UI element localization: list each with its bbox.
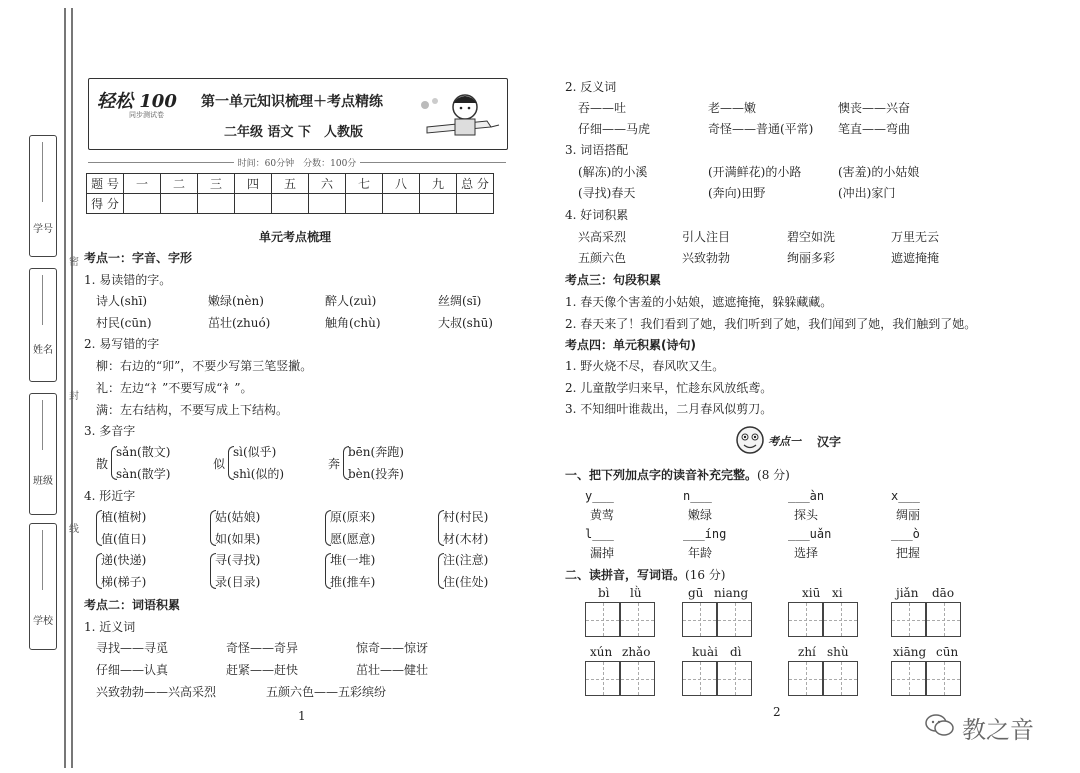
kd3-title: 考点三：句段积累 — [565, 273, 662, 287]
time-score-info: 时间：60分钟 分数：100分 — [88, 156, 506, 169]
page-number: 2 — [773, 705, 781, 719]
score-cell[interactable] — [198, 194, 235, 214]
subheading: 1. 易读错的字。 — [84, 273, 172, 287]
synonym-pair: 五颜六色——五彩缤纷 — [266, 685, 387, 699]
score-table — [86, 173, 494, 214]
page-number: 1 — [298, 709, 306, 723]
subheading: 2. 反义词 — [565, 80, 617, 94]
score-cell[interactable] — [235, 194, 272, 214]
kd4-title: 考点四：单元积累(诗句) — [565, 338, 696, 352]
q2-pinyin: lǜ — [630, 586, 642, 600]
q2-pinyin: niang — [714, 586, 749, 600]
school-label: 学校 — [33, 616, 53, 627]
grade-subject: 二年级 语文 下 人教版 — [224, 125, 364, 140]
q2-pinyin: shù — [827, 645, 849, 659]
pinyin-blank[interactable]: ___íng — [683, 527, 727, 541]
score-cell[interactable] — [383, 194, 420, 214]
polyphone-reading: sǎn(散文) — [116, 445, 171, 459]
synonym-pair: 寻找——寻觅 — [96, 641, 169, 655]
pinyin-blank[interactable]: ___uǎn — [788, 527, 832, 541]
subheading: 4. 好词积累 — [565, 208, 629, 222]
good-word: 五颜六色 — [578, 251, 627, 265]
score-header-cell: 题 号 — [87, 174, 124, 194]
pinyin-item: 触角(chù) — [325, 316, 381, 330]
binding-strip — [0, 0, 80, 773]
school-box[interactable] — [29, 523, 57, 650]
watermark-text: 教之音 — [962, 716, 1034, 744]
score-cell[interactable] — [309, 194, 346, 214]
synonym-pair: 赶紧——赶快 — [226, 663, 299, 677]
name-label: 姓名 — [33, 345, 53, 356]
q2-pinyin: xi — [832, 586, 843, 600]
q1-word: 嫩绿 — [688, 508, 713, 522]
antonym-pair: 老——嫩 — [708, 101, 757, 115]
similar-char: 注(注意) — [443, 553, 489, 567]
q2-pinyin: zhǎo — [622, 645, 651, 659]
sentence-line: 1. 春天像个害羞的小姑娘，遮遮掩掩，躲躲藏藏。 — [565, 295, 833, 309]
q2-pinyin: zhí — [798, 645, 816, 659]
polyphone-reading: shì(似的) — [233, 467, 285, 481]
score-cell[interactable] — [457, 194, 494, 214]
writing-grid[interactable] — [585, 602, 620, 637]
kd1-title: 考点一：字音、字形 — [84, 251, 193, 265]
similar-char: 递(快递) — [101, 553, 147, 567]
similar-char: 姑(姑娘) — [215, 510, 261, 524]
similar-char: 如(如果) — [215, 532, 261, 546]
writing-grid[interactable] — [717, 602, 752, 637]
q1-word: 年龄 — [688, 546, 713, 560]
margin-mark-seal: 密 — [69, 257, 79, 268]
collocation: (害羞)的小姑娘 — [838, 165, 920, 179]
score-header-cell: 七 — [346, 174, 383, 194]
margin-mark-line: 线 — [69, 524, 79, 535]
similar-char: 堆(一堆) — [330, 553, 376, 567]
writing-grid[interactable] — [682, 602, 717, 637]
pinyin-blank[interactable]: ___àn — [788, 489, 825, 503]
badge-label: 考点一 — [768, 435, 801, 448]
synonym-pair: 茁壮——健壮 — [356, 663, 429, 677]
writing-grid[interactable] — [788, 661, 823, 696]
antonym-pair: 吞——吐 — [578, 101, 627, 115]
good-word: 万里无云 — [891, 230, 940, 244]
wechat-icon — [925, 713, 955, 737]
pinyin-blank[interactable]: ___ò — [891, 527, 920, 541]
score-header-cell: 总 分 — [457, 174, 494, 194]
synonym-pair: 惊奇——惊讶 — [356, 641, 429, 655]
good-word: 兴高采烈 — [578, 230, 627, 244]
smiley-icon — [733, 424, 767, 456]
similar-char: 愿(愿意) — [330, 532, 376, 546]
q1-word: 把握 — [896, 546, 921, 560]
similar-char: 材(木材) — [443, 532, 489, 546]
writing-grid[interactable] — [717, 661, 752, 696]
write-note: 礼：左边“礻”不要写成“衤”。 — [96, 381, 253, 395]
binding-line — [64, 8, 66, 768]
similar-char: 原(原来) — [330, 510, 376, 524]
polyphone-reading: sì(似乎) — [233, 445, 277, 459]
writing-grid[interactable] — [926, 661, 961, 696]
polyphone-char: 奔 — [328, 457, 341, 471]
q2-pinyin: xiū — [802, 586, 821, 600]
subheading: 1. 近义词 — [84, 620, 136, 634]
q2-pinyin: gū — [688, 586, 704, 600]
student-number-label: 学号 — [33, 224, 53, 235]
score-cell[interactable] — [124, 194, 161, 214]
pinyin-item: 茁壮(zhuó) — [208, 316, 271, 330]
antonym-pair: 仔细——马虎 — [578, 122, 651, 136]
score-header-cell: 八 — [383, 174, 420, 194]
q2-pinyin: cūn — [936, 645, 959, 659]
polyphone-reading: sàn(散学) — [116, 467, 171, 481]
poem-line: 1. 野火烧不尽，春风吹又生。 — [565, 359, 725, 373]
antonym-pair: 懊丧——兴奋 — [838, 101, 911, 115]
score-cell[interactable] — [420, 194, 457, 214]
pinyin-item: 丝绸(sī) — [438, 294, 482, 308]
brand-subtitle: 同步测试卷 — [129, 111, 164, 119]
writing-grid[interactable] — [891, 602, 926, 637]
similar-char: 录(目录) — [215, 575, 261, 589]
class-box[interactable] — [29, 393, 57, 515]
sentence-line: 2. 春天来了！我们看到了她，我们听到了她，我们闻到了她，我们触到了她。 — [565, 317, 977, 331]
antonym-pair: 笔直——弯曲 — [838, 122, 911, 136]
write-note: 柳：右边的“卯”，不要少写第三笔竖撇。 — [96, 359, 313, 373]
writing-grid[interactable] — [823, 602, 858, 637]
polyphone-char: 散 — [96, 457, 109, 471]
q2-pinyin: jiǎn — [896, 586, 919, 600]
pinyin-item: 嫩绿(nèn) — [208, 294, 264, 308]
q2-pinyin: xiāng — [893, 645, 927, 659]
score-cell[interactable] — [272, 194, 309, 214]
score-cell[interactable] — [161, 194, 198, 214]
similar-char: 推(推车) — [330, 575, 376, 589]
brand-logo: 轻松 100 — [97, 91, 177, 112]
synonym-pair: 兴致勃勃——兴高采烈 — [96, 685, 217, 699]
pinyin-item: 醉人(zuì) — [325, 294, 377, 308]
q2-pinyin: xún — [590, 645, 613, 659]
section-title: 单元考点梳理 — [259, 230, 332, 244]
worksheet-header — [88, 78, 508, 150]
kd2-title: 考点二：词语积累 — [84, 598, 181, 612]
score-header-cell: 三 — [198, 174, 235, 194]
collocation: (解冻)的小溪 — [578, 165, 648, 179]
writing-grid[interactable] — [620, 602, 655, 637]
poem-line: 3. 不知细叶谁裁出，二月春风似剪刀。 — [565, 402, 773, 416]
similar-char: 住(住处) — [443, 575, 489, 589]
collocation: (寻找)春天 — [578, 186, 636, 200]
score-label-cell: 得 分 — [87, 194, 124, 214]
q1-word: 探头 — [794, 508, 819, 522]
q2-pinyin: bì — [598, 586, 610, 600]
pinyin-item: 诗人(shī) — [96, 294, 148, 308]
q2-title: 二、读拼音，写词语。(16 分) — [565, 568, 726, 582]
score-header-cell: 二 — [161, 174, 198, 194]
margin-mark-close: 封 — [69, 391, 79, 402]
similar-char: 梯(梯子) — [101, 575, 147, 589]
subheading: 3. 多音字 — [84, 424, 136, 438]
subheading: 2. 易写错的字 — [84, 337, 160, 351]
score-cell[interactable] — [346, 194, 383, 214]
q2-pinyin: dì — [730, 645, 742, 659]
collocation: (开满鲜花)的小路 — [708, 165, 802, 179]
score-header-cell: 五 — [272, 174, 309, 194]
good-word: 绚丽多彩 — [787, 251, 836, 265]
poem-line: 2. 儿童散学归来早，忙趁东风放纸鸢。 — [565, 381, 773, 395]
pinyin-blank[interactable]: n___ — [683, 489, 712, 503]
good-word: 兴致勃勃 — [682, 251, 731, 265]
similar-char: 植(植树) — [101, 510, 147, 524]
q2-pinyin: dāo — [932, 586, 955, 600]
good-word: 引人注目 — [682, 230, 731, 244]
pinyin-blank[interactable]: y___ — [585, 489, 614, 503]
writing-grid[interactable] — [891, 661, 926, 696]
similar-char: 值(值日) — [101, 532, 147, 546]
writing-grid[interactable] — [620, 661, 655, 696]
name-box[interactable] — [29, 268, 57, 382]
q1-word: 选择 — [794, 546, 819, 560]
writing-grid[interactable] — [682, 661, 717, 696]
q1-word: 黄莺 — [590, 508, 615, 522]
score-header-cell: 四 — [235, 174, 272, 194]
score-header-cell: 六 — [309, 174, 346, 194]
polyphone-reading: bèn(投奔) — [348, 467, 404, 481]
student-number-box[interactable] — [29, 135, 57, 257]
score-header-cell: 一 — [124, 174, 161, 194]
polyphone-reading: bēn(奔跑) — [348, 445, 404, 459]
writing-grid[interactable] — [585, 661, 620, 696]
write-note: 满：左右结构，不要写成上下结构。 — [96, 403, 289, 417]
synonym-pair: 奇怪——奇异 — [226, 641, 299, 655]
subheading: 3. 词语搭配 — [565, 143, 629, 157]
writing-grid[interactable] — [788, 602, 823, 637]
pinyin-blank[interactable]: x___ — [891, 489, 920, 503]
q2-pinyin: kuài — [692, 645, 718, 659]
badge-title: 汉字 — [817, 435, 842, 449]
writing-grid[interactable] — [926, 602, 961, 637]
student-pencil-icon — [407, 87, 502, 142]
polyphone-char: 似 — [213, 457, 226, 471]
good-word: 遮遮掩掩 — [891, 251, 940, 265]
q1-title: 一、把下列加点字的读音补充完整。(8 分) — [565, 468, 790, 482]
good-word: 碧空如洗 — [787, 230, 836, 244]
subheading: 4. 形近字 — [84, 489, 136, 503]
synonym-pair: 仔细——认真 — [96, 663, 169, 677]
antonym-pair: 奇怪——普通(平常) — [708, 122, 814, 136]
worksheet-title: 第一单元知识梳理＋考点精练 — [201, 94, 383, 110]
writing-grid[interactable] — [823, 661, 858, 696]
similar-char: 村(村民) — [443, 510, 489, 524]
q1-word: 漏掉 — [590, 546, 615, 560]
collocation: (奔向)田野 — [708, 186, 766, 200]
q1-word: 绸丽 — [896, 508, 921, 522]
class-label: 班级 — [33, 476, 53, 487]
collocation: (冲出)家门 — [838, 186, 896, 200]
pinyin-blank[interactable]: l___ — [585, 527, 614, 541]
pinyin-item: 村民(cūn) — [96, 316, 152, 330]
pinyin-item: 大叔(shū) — [438, 316, 493, 330]
similar-char: 寻(寻找) — [215, 553, 261, 567]
score-header-cell: 九 — [420, 174, 457, 194]
